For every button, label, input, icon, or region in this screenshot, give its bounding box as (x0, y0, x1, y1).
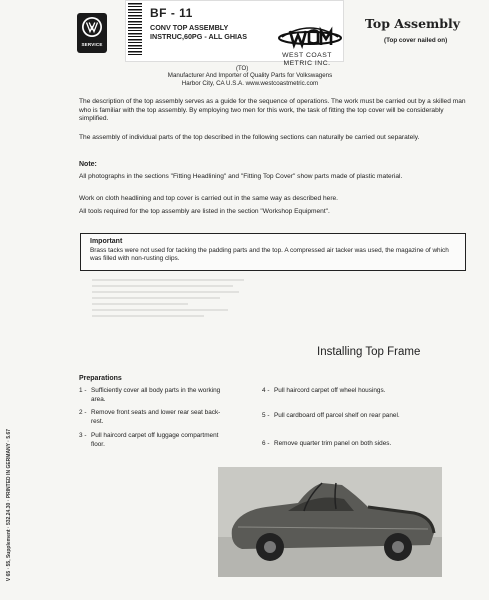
wcm-logo-icon (278, 23, 342, 53)
important-heading: Important (90, 238, 123, 245)
assembly-paragraph: The assembly of individual parts of the top described in the following sections can naturally be carried out separately. (79, 134, 420, 141)
note-cloth: Work on cloth headlining and top cover is carried out in the same way as described here. (79, 195, 339, 202)
vw-service-logo (77, 13, 107, 53)
important-text: Brass tacks were not used for tacking the padding parts and the top. A compressed air tacker was used, the magazine of which was filled with non-rusting clips. (90, 247, 449, 263)
preparations-heading: Preparations (79, 375, 122, 382)
to-label: (TO) (236, 66, 249, 72)
car-photo (218, 467, 442, 577)
label-code: BF - 11 (150, 6, 193, 20)
label-description: CONV TOP ASSEMBLY INSTRUC,60PG - ALL GHIAS (150, 23, 248, 41)
intro-paragraph: The description of the top assembly serves as a guide for the sequence of operations. The work must be carried out by a skilled man who is familiar with the top assembly. By employing two men for this work, the task of fitting the top cover will be considerably simplified. (79, 98, 466, 123)
bleed-through (92, 279, 252, 339)
section-heading: Installing Top Frame (317, 346, 421, 358)
note-heading: Note: (79, 161, 97, 168)
manufacturer-info: Manufacturer And Importer of Quality Parts for Volkswagens Harbor City, CA U.S.A. www.westcoastmetric.com (167, 72, 333, 87)
page-subtitle: (Top cover nailed on) (384, 37, 448, 44)
vw-service-label: SERVICE (81, 42, 103, 47)
company-name: WEST COAST METRIC INC. (282, 52, 332, 67)
convertible-car-image (218, 467, 442, 577)
sidebar-print-info: V 65 · 55, Supplement · 532.24.30 · PRINTED IN GERMANY · 5.67 (6, 428, 12, 582)
vw-logo-icon (81, 16, 103, 38)
note-photographs: All photographs in the sections "Fitting Headlining" and "Fitting Top Cover" show parts made of plastic material. (79, 173, 403, 180)
page-title: Top Assembly (365, 16, 461, 31)
note-tools: All tools required for the top assembly are listed in the section "Workshop Equipment". (79, 208, 330, 215)
important-box (80, 233, 466, 271)
barcode (128, 3, 142, 55)
